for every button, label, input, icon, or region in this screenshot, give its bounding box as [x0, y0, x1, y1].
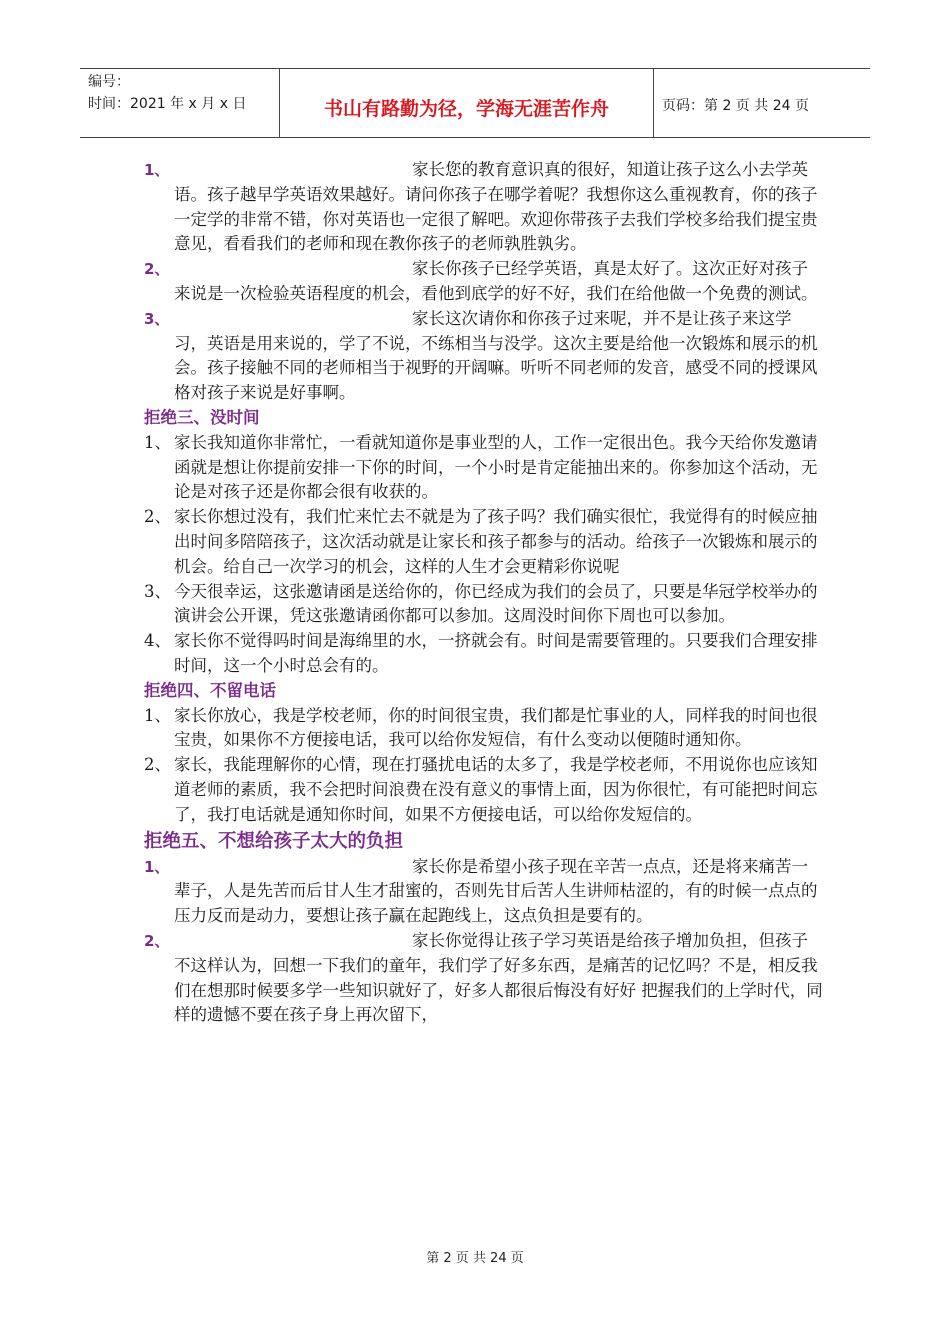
page-footer: 第 2 页 共 24 页 [426, 1251, 524, 1266]
item-text: 家长，我能理解你的心情，现在打骚扰电话的太多了，我是学校老师，不用说你也应该知道老师的素质，我不会把时间浪费在没有意义的事情上面，因为你很忙，有可能把时间忘了，我打电话就是通知你时间，如果不方便接电话，可以给你发短信的。 [174, 755, 818, 824]
item-text: 家长你孩子已经学英语，真是太好了。这次正好对孩子来说是一次检验英语程度的机会，看他到底学的好不好，我们在给他做一个免费的测试。 [174, 259, 818, 303]
item-number: 1、 [144, 432, 171, 452]
list-item [144, 704, 824, 754]
time-label: 时间：2021 年 x 月 x 日 [88, 96, 247, 112]
item-text: 家长你放心，我是学校老师，你的时间很宝贵，我们都是忙事业的人，同样我的时间也很宝贵，如果你不方便接电话，我可以给你发短信，有什么变动以便随时通知你。 [174, 705, 818, 750]
item-text: 家长你觉得让孩子学习英语是给孩子增加负担，但孩子不这样认为，回想一下我们的童年，我们学了好多东西，是痛苦的记忆吗？不是，相反我们在想那时候要多学一些知识就好了，好多人都很后悔没有好好 把握我们的上学时代，同样的遗憾不要在孩子身上再次留下， [174, 930, 823, 1025]
list-item [144, 753, 824, 827]
item-text: 家长您的教育意识真的很好，知道让孩子这么小去学英语。孩子越早学英语效果越好。请问你孩子在哪学着呢？我想你这么重视教育，你的孩子一定学的非常不错，你对英语也一定很了解吧。欢迎你带孩子去我们学校多给我们提宝贵意见，看看我们的老师和现在教你孩子的老师孰胜孰劣。 [174, 160, 818, 254]
section-heading: 拒绝四、不留电话 [144, 680, 276, 700]
list-item [144, 580, 824, 630]
list-item [144, 855, 824, 929]
list-item [144, 158, 824, 257]
section-heading: 拒绝五、不想给孩子太大的负担 [144, 830, 404, 852]
item-number: 2、 [144, 260, 170, 279]
item-text: 家长你是希望小孩子现在辛苦一点点，还是将来痛苦一辈子，人是先苦而后甘人生才甜蜜的，否则先甘后苦人生讲师枯涩的，有的时候一点点的压力反而是动力，要想让孩子赢在起跑线上，这点负担是要有的。 [174, 856, 818, 926]
serial-label: 编号： [88, 74, 130, 90]
item-text: 家长你不觉得吗时间是海绵里的水，一挤就会有。时间是需要管理的。只要我们合理安排时间，这一个小时总会有的。 [174, 631, 818, 675]
list-item [144, 307, 824, 406]
list-item [144, 505, 824, 579]
document-body [144, 158, 824, 1028]
list-item [144, 629, 824, 679]
header-motto: 书山有路勤为径，学海无涯苦作舟 [280, 69, 654, 137]
item-number: 2、 [144, 755, 171, 775]
item-number: 2、 [144, 931, 170, 950]
header-page-info: 页码：第 2 页 共 24 页 [662, 98, 809, 114]
item-number: 1、 [144, 705, 171, 725]
item-text: 今天很幸运，这张邀请函是送给你的，你已经成为我们的会员了，只要是华冠学校举办的演讲会公开课，凭这张邀请函你都可以参加。这周没时间你下周也可以参加。 [174, 581, 818, 626]
item-number: 3、 [144, 309, 170, 328]
header-meta [80, 69, 280, 137]
item-text: 家长你想过没有，我们忙来忙去不就是为了孩子吗？我们确实很忙，我觉得有的时候应抽出时间多陪陪孩子，这次活动就是让家长和孩子都参与的活动。给孩子一次锻炼和展示的机会。给自己一次学习的机会，这样的人生才会更精彩你说呢 [174, 507, 818, 576]
item-text: 家长我知道你非常忙，一看就知道你是事业型的人，工作一定很出色。我今天给你发邀请函就是想让你提前安排一下你的时间，一个小时是肯定能抽出来的。你参加这个活动，无论是对孩子还是你都会很有收获的。 [174, 432, 818, 502]
section-heading: 拒绝三、没时间 [144, 407, 260, 427]
item-number: 2、 [144, 507, 171, 527]
item-number: 4、 [144, 631, 171, 651]
item-text: 家长这次请你和你孩子过来呢，并不是让孩子来这学习，英语是用来说的，学了不说，不练相当与没学。这次主要是给他一次锻炼和展示的机会。孩子接触不同的老师相当于视野的开阔嘛。听听不同老师的发音，感受不同的授课风格对孩子来说是好事啊。 [174, 308, 818, 403]
item-number: 1、 [144, 857, 170, 876]
item-number: 1、 [144, 161, 170, 179]
list-item [144, 257, 824, 307]
page-header [80, 68, 870, 138]
list-item [144, 431, 824, 505]
item-number: 3、 [144, 581, 171, 601]
list-item [144, 929, 824, 1028]
